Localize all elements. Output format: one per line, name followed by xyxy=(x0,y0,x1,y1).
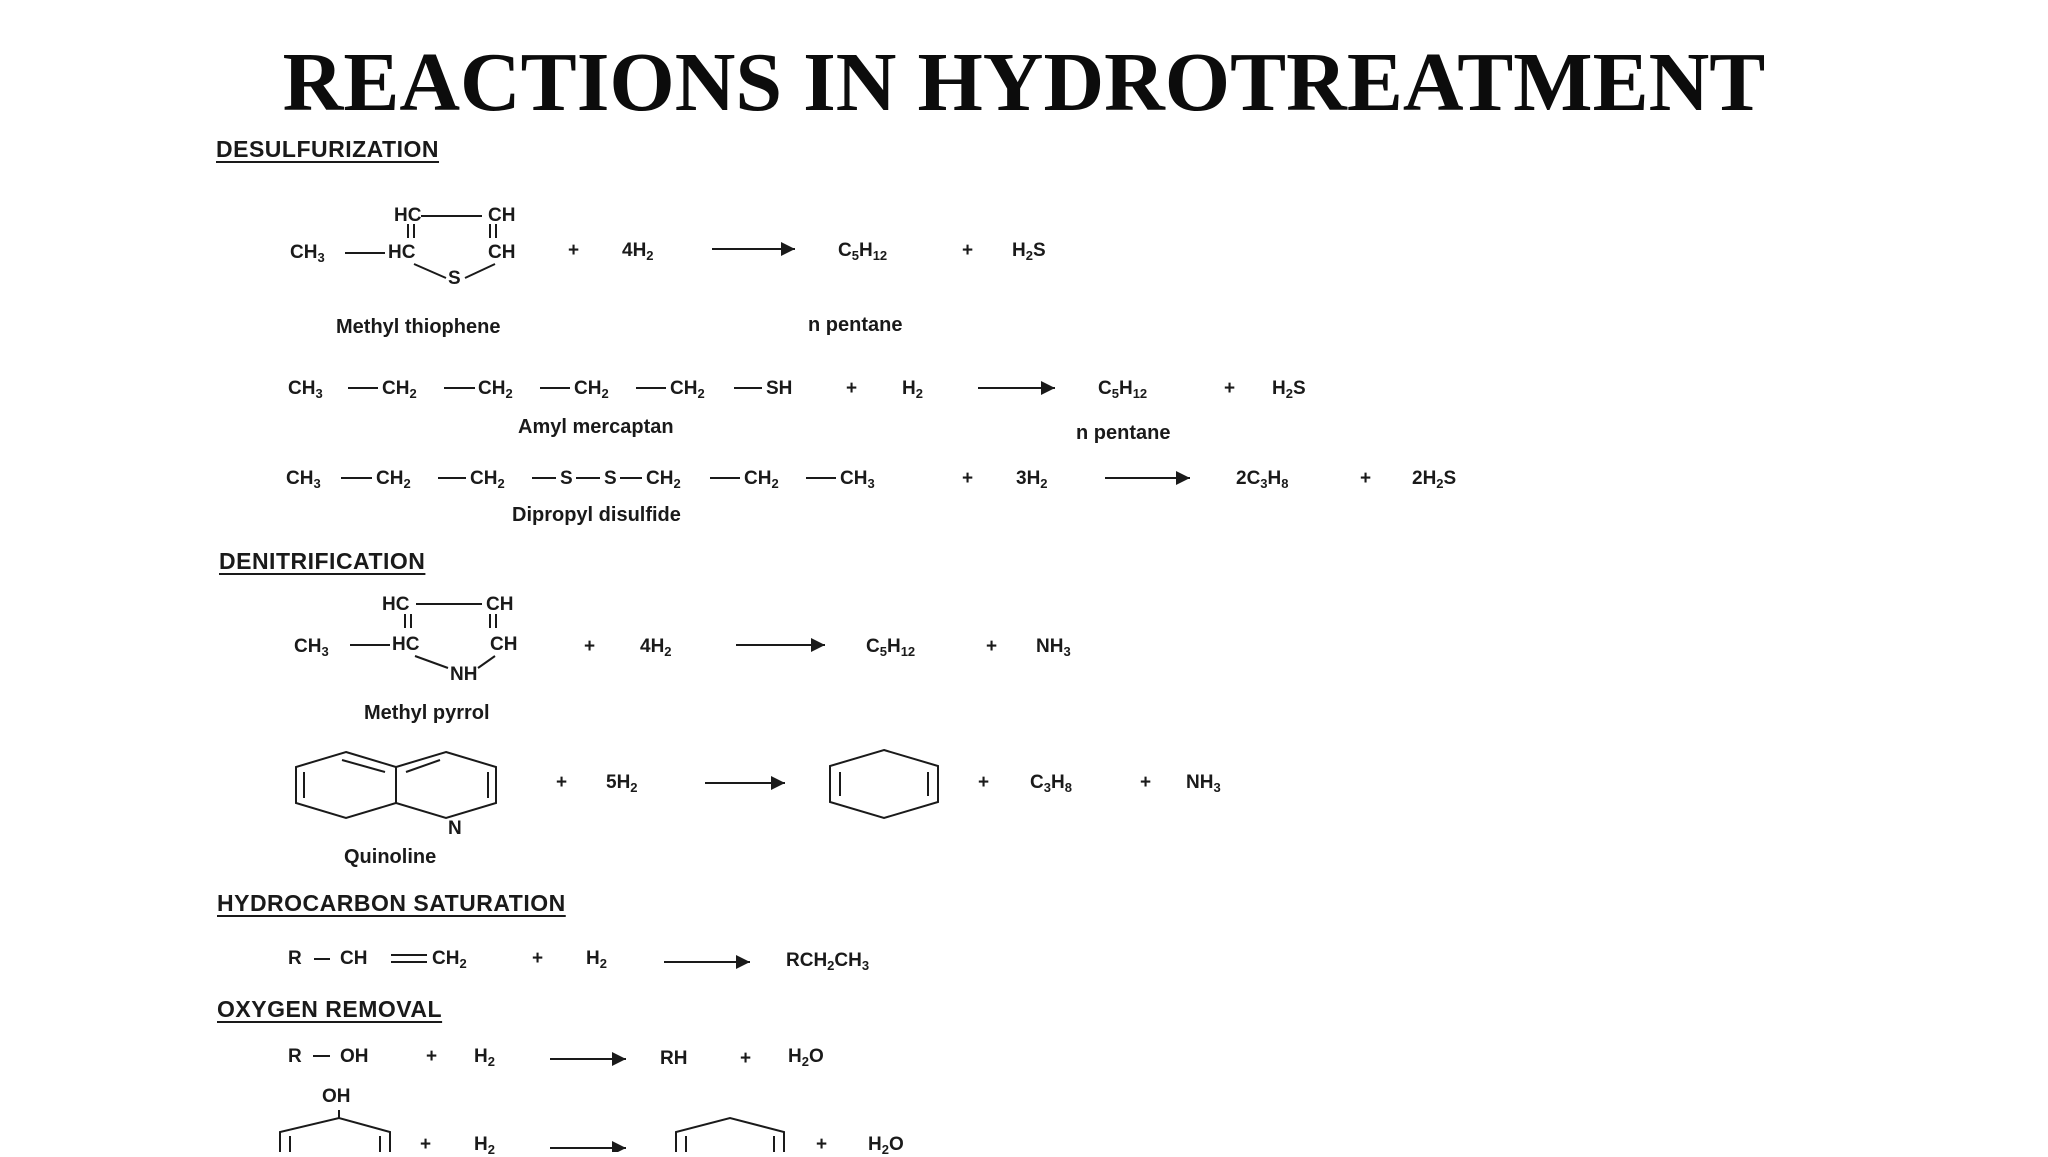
product-ammonia: $NH_3$ xyxy=(1186,772,1221,795)
plus-sign: + xyxy=(568,240,580,261)
product-h2s: $2H_2S$ xyxy=(1412,468,1457,491)
plus-sign: + xyxy=(1140,772,1152,793)
label-dipropyl-disulfide: Dipropyl disulfide xyxy=(512,504,681,526)
plus-sign: + xyxy=(986,636,998,657)
hydrogen-reactant: $H_2$ xyxy=(474,1134,495,1157)
plus-sign: + xyxy=(978,772,990,793)
atom-ch: CH xyxy=(490,634,518,655)
hydrogen-reactant: $4H_2$ xyxy=(640,636,672,659)
plus-sign: + xyxy=(1224,378,1236,399)
alkene-ch: CH xyxy=(340,948,368,969)
product-h2s: $H_2S$ xyxy=(1012,240,1046,263)
atom-s: S xyxy=(604,468,617,489)
chain-ch2: $CH_2$ xyxy=(470,468,505,491)
hydrogen-reactant: $H_2$ xyxy=(586,948,607,971)
product-water: $H_2O$ xyxy=(788,1046,824,1069)
atom-hc: HC xyxy=(382,594,410,615)
plus-sign: + xyxy=(420,1134,432,1155)
plus-sign: + xyxy=(584,636,596,657)
chain-ch3: $CH_3$ xyxy=(840,468,875,491)
chain-ch2: $CH_2$ xyxy=(670,378,705,401)
atom-hc: HC xyxy=(394,205,422,226)
thiol-group: SH xyxy=(766,378,793,399)
atom-hc: HC xyxy=(392,634,420,655)
section-denitrification: DENITRIFICATION xyxy=(219,548,426,574)
label-n-pentane: n pentane xyxy=(1076,422,1171,444)
atom-ch: CH xyxy=(488,242,516,263)
atom-ch: CH xyxy=(486,594,514,615)
atom-nh: NH xyxy=(450,664,478,685)
product-alkane: RH xyxy=(660,1048,688,1069)
chain-ch2: $CH_2$ xyxy=(744,468,779,491)
atom-ch: CH xyxy=(488,205,516,226)
atom-s: S xyxy=(560,468,573,489)
chain-ch2: $CH_2$ xyxy=(382,378,417,401)
page-title: REACTIONS IN HYDROTREATMENT xyxy=(282,36,1766,129)
product-pentane: $C_5H_{12}$ xyxy=(838,240,888,263)
label-methyl-pyrrol: Methyl pyrrol xyxy=(364,702,490,724)
product-pentane: $C_5H_{12}$ xyxy=(1098,378,1148,401)
hydrogen-reactant: $3H_2$ xyxy=(1016,468,1048,491)
methyl-group: $CH_3$ xyxy=(290,242,325,265)
chain-ch2: $CH_2$ xyxy=(574,378,609,401)
plus-sign: + xyxy=(426,1046,438,1067)
chain-ch3: $CH_3$ xyxy=(286,468,321,491)
plus-sign: + xyxy=(962,468,974,489)
chain-ch2: $CH_2$ xyxy=(646,468,681,491)
chain-ch2: $CH_2$ xyxy=(376,468,411,491)
hydrogen-reactant: $5H_2$ xyxy=(606,772,638,795)
plus-sign: + xyxy=(846,378,858,399)
plus-sign: + xyxy=(816,1134,828,1155)
chain-ch2: $CH_2$ xyxy=(478,378,513,401)
label-amyl-mercaptan: Amyl mercaptan xyxy=(518,416,674,438)
chain-ch3: $CH_3$ xyxy=(288,378,323,401)
hydrogen-reactant: $H_2$ xyxy=(474,1046,495,1069)
plus-sign: + xyxy=(740,1048,752,1069)
plus-sign: + xyxy=(532,948,544,969)
atom-s: S xyxy=(448,268,461,289)
hydrogen-reactant: $4H_2$ xyxy=(622,240,654,263)
section-oxygen-removal: OXYGEN REMOVAL xyxy=(217,996,443,1022)
product-pentane: $C_5H_{12}$ xyxy=(866,636,916,659)
alkene-ch2: $CH_2$ xyxy=(432,948,467,971)
label-methyl-thiophene: Methyl thiophene xyxy=(336,316,501,338)
section-desulfurization: DESULFURIZATION xyxy=(216,136,440,162)
section-hydrocarbon-saturation: HYDROCARBON SATURATION xyxy=(217,890,566,916)
plus-sign: + xyxy=(962,240,974,261)
atom-n: N xyxy=(448,818,462,839)
product-propane: $C_3H_8$ xyxy=(1030,772,1072,795)
hydroxyl-group: OH xyxy=(322,1086,351,1107)
product-h2s: $H_2S$ xyxy=(1272,378,1306,401)
product-alkane: $RCH_2CH_3$ xyxy=(786,950,870,973)
label-quinoline: Quinoline xyxy=(344,846,437,868)
r-group: R xyxy=(288,1046,302,1067)
label-n-pentane: n pentane xyxy=(808,314,903,336)
product-water: $H_2O$ xyxy=(868,1134,904,1157)
hydrogen-reactant: $H_2$ xyxy=(902,378,923,401)
hydroxyl-group: OH xyxy=(340,1046,369,1067)
atom-hc: HC xyxy=(388,242,416,263)
plus-sign: + xyxy=(1360,468,1372,489)
product-propane: $2C_3H_8$ xyxy=(1236,468,1289,491)
plus-sign: + xyxy=(556,772,568,793)
methyl-group: $CH_3$ xyxy=(294,636,329,659)
r-group: R xyxy=(288,948,302,969)
product-ammonia: $NH_3$ xyxy=(1036,636,1071,659)
